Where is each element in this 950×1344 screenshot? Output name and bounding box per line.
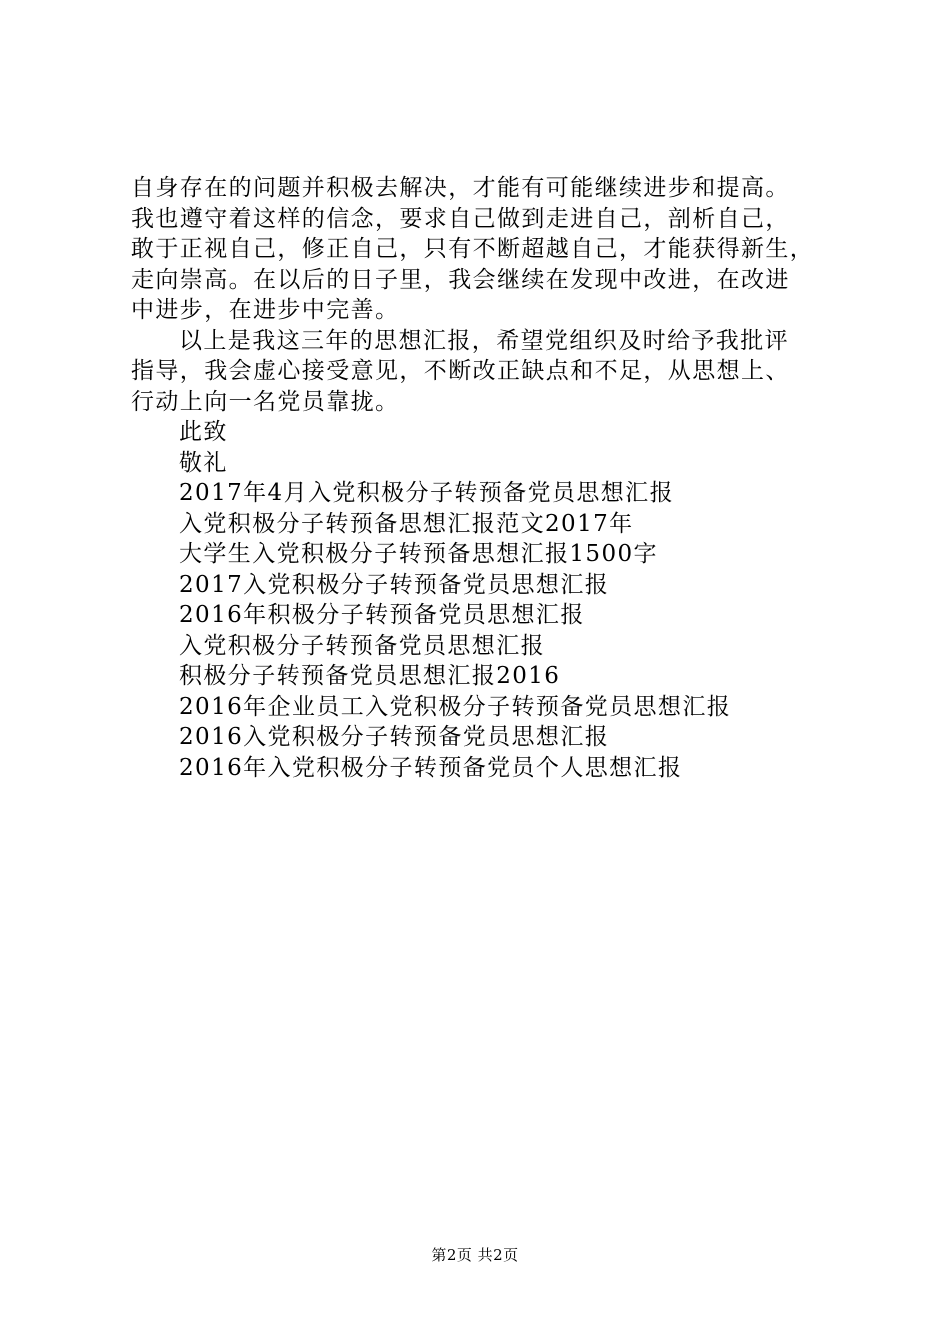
- body-line: 自身存在的问题并积极去解决，才能有可能继续进步和提高。: [131, 175, 790, 201]
- page-number-footer: 第2页 共2页: [431, 1246, 519, 1264]
- related-title: 2017入党积极分子转预备党员思想汇报: [179, 571, 610, 598]
- body-line: 走向崇高。在以后的日子里，我会继续在发现中改进，在改进: [131, 266, 790, 293]
- body-line: 指导，我会虚心接受意见，不断改正缺点和不足，从思想上、: [131, 358, 790, 384]
- related-title: 2017年4月入党积极分子转预备党员思想汇报: [179, 480, 674, 506]
- related-title: 入党积极分子转预备思想汇报范文2017年: [179, 510, 634, 537]
- body-line: 我也遵守着这样的信念，要求自己做到走进自己，剖析自己，: [131, 205, 790, 232]
- related-title: 2016年企业员工入党积极分子转预备党员思想汇报: [179, 693, 732, 720]
- body-line: 行动上向一名党员靠拢。: [131, 388, 400, 415]
- body-line: 敢于正视自己，修正自己，只有不断超越自己，才能获得新生，: [131, 236, 815, 262]
- closing-regards: 敬礼: [179, 449, 228, 476]
- body-line: 以上是我这三年的思想汇报，希望党组织及时给予我批评: [179, 327, 789, 354]
- related-title: 2016年积极分子转预备党员思想汇报: [179, 602, 585, 628]
- related-title: 大学生入党积极分子转预备思想汇报1500字: [179, 541, 658, 567]
- related-title: 2016年入党积极分子转预备党员个人思想汇报: [179, 754, 683, 781]
- related-title: 入党积极分子转预备党员思想汇报: [179, 632, 545, 659]
- document-body: [131, 173, 831, 783]
- body-line: 中进步，在进步中完善。: [131, 297, 400, 323]
- closing-salutation: 此致: [179, 419, 228, 445]
- related-title: 积极分子转预备党员思想汇报2016: [179, 663, 561, 689]
- related-title: 2016入党积极分子转预备党员思想汇报: [179, 724, 610, 750]
